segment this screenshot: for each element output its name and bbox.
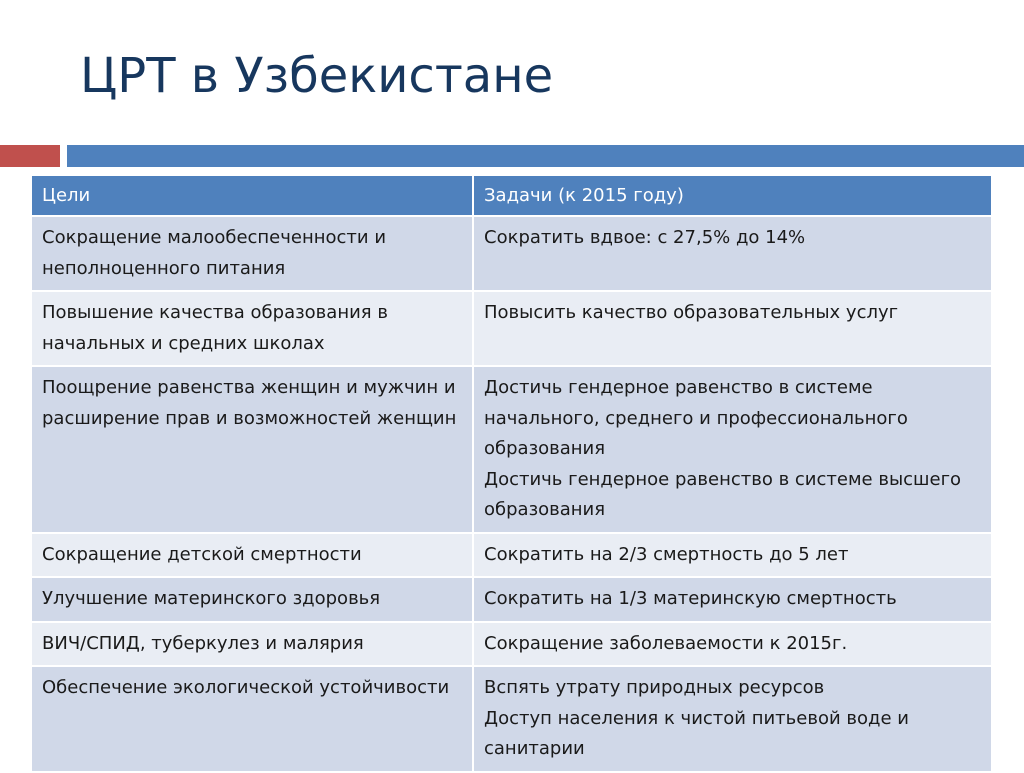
- goal-cell: Улучшение материнского здоровья: [32, 577, 473, 622]
- goal-cell: Сокращение малообеспеченности и неполноценного питания: [32, 216, 473, 291]
- table-row: [32, 533, 992, 578]
- goal-cell: ВИЧ/СПИД, туберкулез и малярия: [32, 622, 473, 667]
- task-cell: Достичь гендерное равенство в системе начального, среднего и профессионального образования Достичь гендерное равенство в системе высшего образования: [473, 366, 992, 533]
- table-row: [32, 577, 992, 622]
- goal-cell: Сокращение детской смертности: [32, 533, 473, 578]
- task-cell: Сокращение заболеваемости к 2015г.: [473, 622, 992, 667]
- task-cell: Сократить на 1/3 материнскую смертность: [473, 577, 992, 622]
- goal-cell: Поощрение равенства женщин и мужчин и расширение прав и возможностей женщин: [32, 366, 473, 533]
- task-cell: Повысить качество образовательных услуг: [473, 291, 992, 366]
- goal-cell: Повышение качества образования в начальных и средних школах: [32, 291, 473, 366]
- table-row: [32, 666, 992, 772]
- header-tasks: Задачи (к 2015 году): [473, 176, 992, 216]
- goal-cell: Обеспечение экологической устойчивости: [32, 666, 473, 772]
- header-goals: Цели: [32, 176, 473, 216]
- accent-bar-red: [0, 145, 60, 167]
- task-cell: Сократить вдвое: с 27,5% до 14%: [473, 216, 992, 291]
- goals-table: [32, 176, 993, 773]
- task-cell: Вспять утрату природных ресурсов Доступ населения к чистой питьевой воде и санитарии: [473, 666, 992, 772]
- table-row: [32, 366, 992, 533]
- table-row: [32, 622, 992, 667]
- table-row: [32, 291, 992, 366]
- task-cell: Сократить на 2/3 смертность до 5 лет: [473, 533, 992, 578]
- table-header-row: [32, 176, 992, 216]
- slide-title: ЦРТ в Узбекистане: [80, 48, 554, 104]
- table-row: [32, 216, 992, 291]
- accent-bar-blue: [67, 145, 1024, 167]
